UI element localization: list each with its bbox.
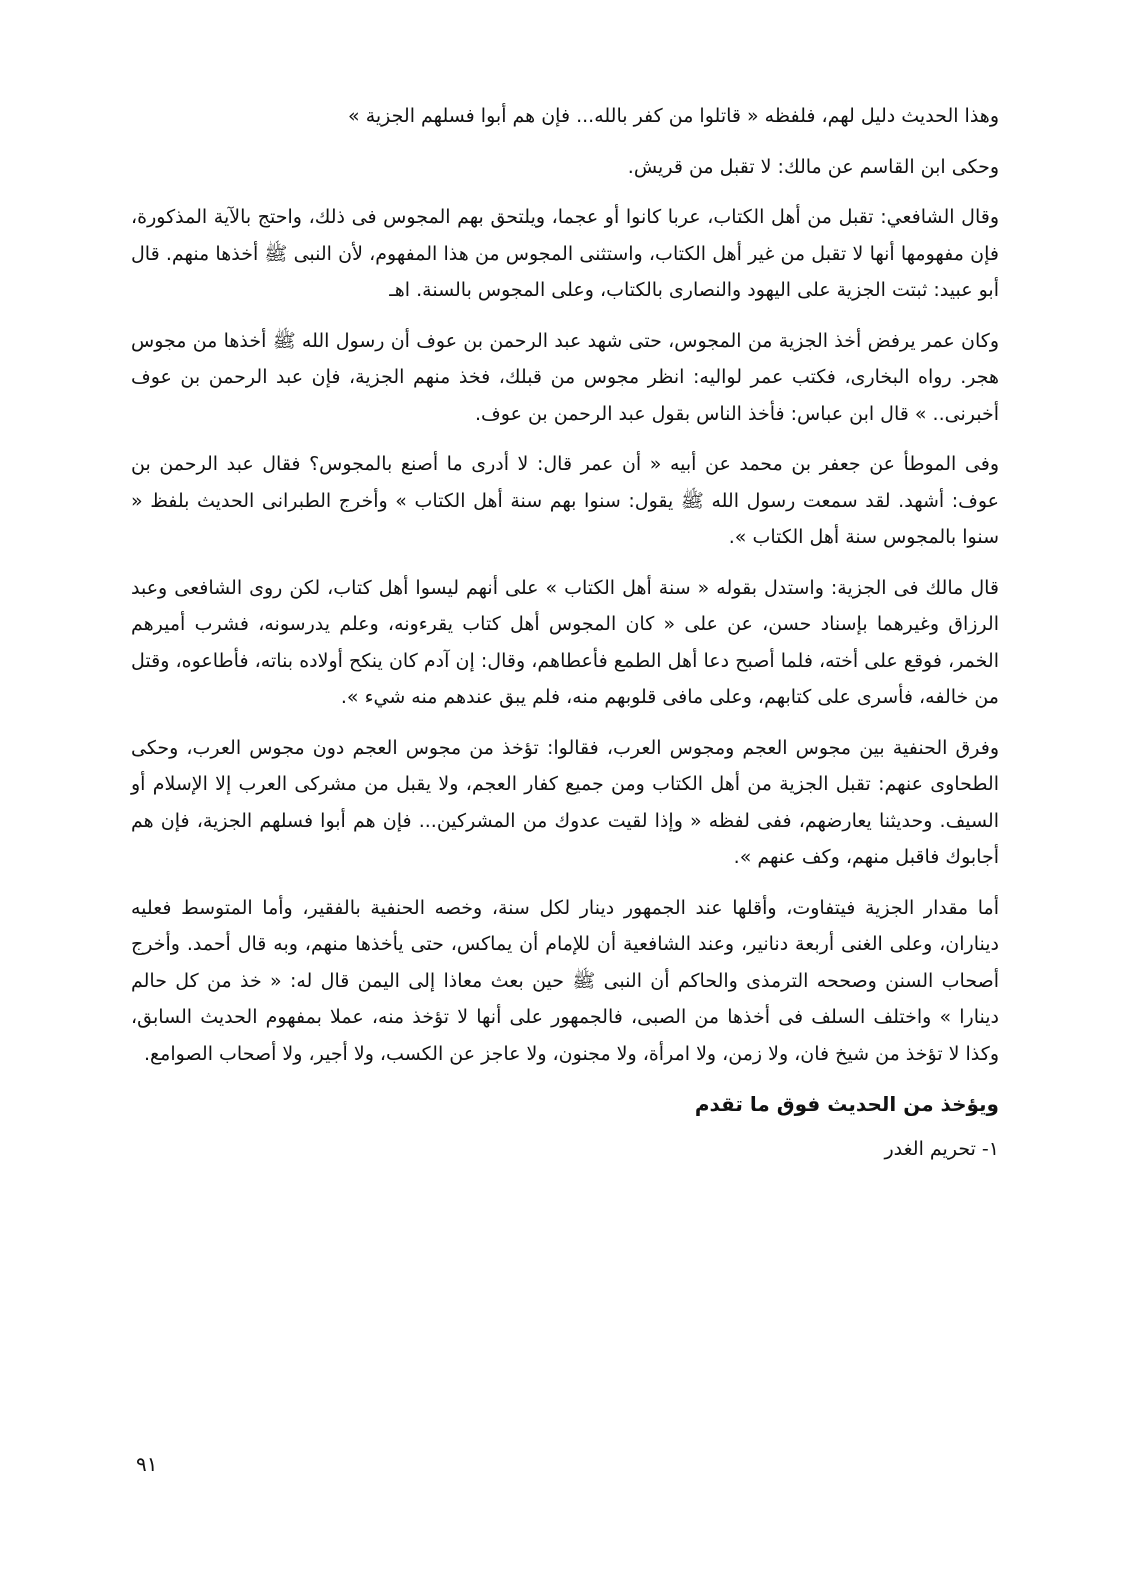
paragraph-8: أما مقدار الجزية فيتفاوت، وأقلها عند الجمهور دينار لكل سنة، وخصه الحنفية بالفقير، وأما المتوسط فعليه ديناران، وعلى الغنى أربعة دنانير، وعند الشافعية أن للإمام أن يماكس، حتى يأخذها منهم، وبه قال أحمد. وأخرج أصحاب السنن وصححه الترمذى والحاكم أن النبى ﷺ حين بعث معاذا إلى اليمن قال له: « خذ من كل حالم دينارا » واختلف السلف فى أخذها من الصبى، فالجمهور على أنها لا تؤخذ منه، عملا بمفهوم الحديث السابق، وكذا لا تؤخذ من شيخ فان، ولا زمن، ولا امرأة، ولا مجنون، ولا عاجز عن الكسب، ولا أجير، ولا أصحاب الصوامع. <box>131 896 999 1065</box>
paragraph-6: قال مالك فى الجزية: واستدل بقوله « سنة أهل الكتاب » على أنهم ليسوا أهل كتاب، لكن روى الشافعى وعبد الرزاق وغيرهما بإسناد حسن، عن على « كان المجوس أهل كتاب يقرءونه، وعلم يدرسونه، فشرب أميرهم الخمر، فوقع على أخته، فلما أصبح دعا أهل الطمع فأعطاهم، وقال: إن آدم كان ينكح أولاده بناته، فأطاعوه، وقتل من خالفه، فأسرى على كتابهم، وعلى مافى قلوبهم منه، فلم يبق عندهم منه شيء ». <box>131 576 999 708</box>
section-heading: ويؤخذ من الحديث فوق ما تقدم <box>694 1092 999 1116</box>
paragraph-7: وفرق الحنفية بين مجوس العجم ومجوس العرب، فقالوا: تؤخذ من مجوس العجم دون مجوس العرب، وحكى الطحاوى عنهم: تقبل الجزية من أهل الكتاب ومن جميع كفار العجم، ولا يقبل من مشركى العرب إلا الإسلام أو السيف. وحديثنا يعارضهم، ففى لفظه « وإذا لقيت عدوك من المشركين... فإن هم أبوا فسلهم الجزية، فإن هم أجابوك فاقبل منهم، وكف عنهم ». <box>131 736 999 868</box>
list-item-1: ١- تحريم الغدر <box>884 1137 999 1160</box>
paragraph-3: وقال الشافعي: تقبل من أهل الكتاب، عربا كانوا أو عجما، ويلتحق بهم المجوس فى ذلك، واحتج بالآية المذكورة، فإن مفهومها أنها لا تقبل من غير أهل الكتاب، واستثنى المجوس من هذا المفهوم، لأن النبى ﷺ أخذها منهم. قال أبو عبيد: ثبتت الجزية على اليهود والنصارى بالكتاب، وعلى المجوس بالسنة. اهـ <box>131 206 999 301</box>
paragraph-2: وحكى ابن القاسم عن مالك: لا تقبل من قريش. <box>627 155 999 178</box>
paragraph-4: وكان عمر يرفض أخذ الجزية من المجوس، حتى شهد عبد الرحمن بن عوف أن رسول الله ﷺ أخذها من مجوس هجر. رواه البخارى، فكتب عمر لواليه: انظر مجوس من قبلك، فخذ منهم الجزية، فإن عبد الرحمن بن عوف أخبرنى.. » قال ابن عباس: فأخذ الناس بقول عبد الرحمن بن عوف. <box>131 329 999 425</box>
page-number: ٩١ <box>136 1452 158 1476</box>
paragraph-1: وهذا الحديث دليل لهم، فلفظه « قاتلوا من كفر بالله... فإن هم أبوا فسلهم الجزية » <box>348 105 999 127</box>
body-text <box>131 98 999 1167</box>
paragraph-5: وفى الموطأ عن جعفر بن محمد عن أبيه « أن عمر قال: لا أدرى ما أصنع بالمجوس؟ فقال عبد الرحمن بن عوف: أشهد. لقد سمعت رسول الله ﷺ يقول: سنوا بهم سنة أهل الكتاب » وأخرج الطبرانى الحديث بلفظ « سنوا بالمجوس سنة أهل الكتاب ». <box>131 453 999 548</box>
